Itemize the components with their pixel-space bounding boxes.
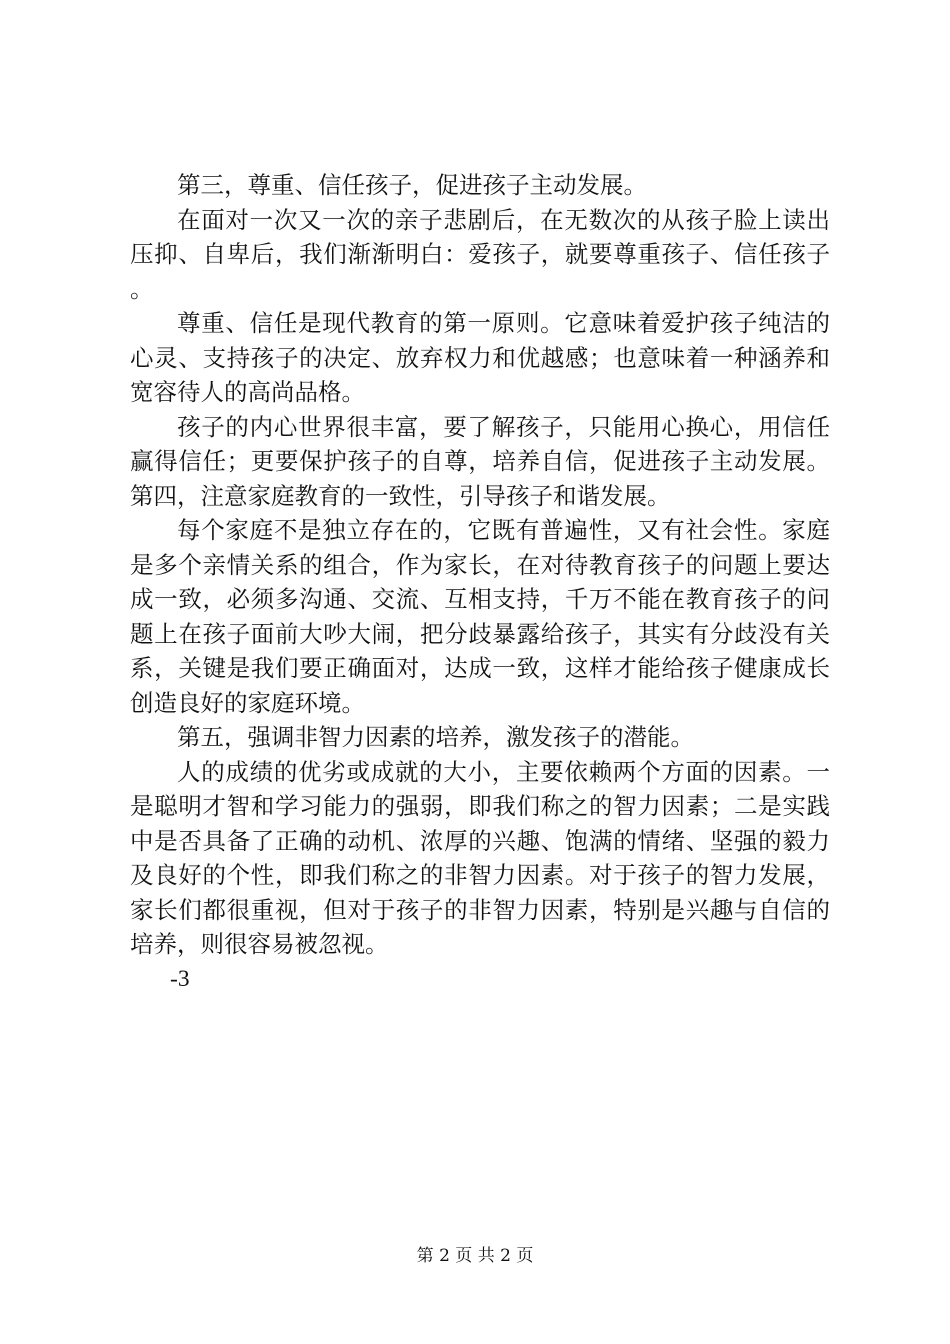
page-footer: 第 2 页 共 2 页 [416, 1246, 534, 1266]
paragraph: 每个家庭不是独立存在的，它既有普遍性，又有社会性。家庭是多个亲情关系的组合，作为家长，在对待教育孩子的问题上要达成一致，必须多沟通、交流、互相支持，千万不能在教育孩子的问题上在孩子面前大吵大闹，把分歧暴露给孩子，其实有分歧没有关系，关键是我们要正确面对，达成一致，这样才能给孩子健康成长创造良好的家庭环境。 [130, 516, 830, 717]
paragraph: 在面对一次又一次的亲子悲剧后，在无数次的从孩子脸上读出压抑、自卑后，我们渐渐明白：爱孩子，就要尊重孩子、信任孩子。 [130, 205, 830, 303]
paragraph-heading-five: 第五，强调非智力因素的培养，激发孩子的潜能。 [177, 723, 694, 751]
paragraph: 尊重、信任是现代教育的第一原则。它意味着爱护孩子纯洁的心灵、支持孩子的决定、放弃权力和优越感；也意味着一种涵养和宽容待人的高尚品格。 [130, 309, 830, 406]
paragraph-heading-three: 第三，尊重、信任孩子，促进孩子主动发展。 [177, 171, 647, 199]
paragraph: 孩子的内心世界很丰富，要了解孩子，只能用心换心，用信任赢得信任；更要保护孩子的自尊，培养自信，促进孩子主动发展。第四，注意家庭教育的一致性，引导孩子和谐发展。 [130, 412, 830, 510]
page-marker: -3 [170, 965, 190, 992]
document-body [130, 168, 830, 996]
paragraph: 人的成绩的优劣或成就的大小，主要依赖两个方面的因素。一是聪明才智和学习能力的强弱，即我们称之的智力因素；二是实践中是否具备了正确的动机、浓厚的兴趣、饱满的情绪、坚强的毅力及良好的个性，即我们称之的非智力因素。对于孩子的智力发展，家长们都很重视，但对于孩子的非智力因素，特别是兴趣与自信的培养，则很容易被忽视。 [130, 757, 830, 958]
